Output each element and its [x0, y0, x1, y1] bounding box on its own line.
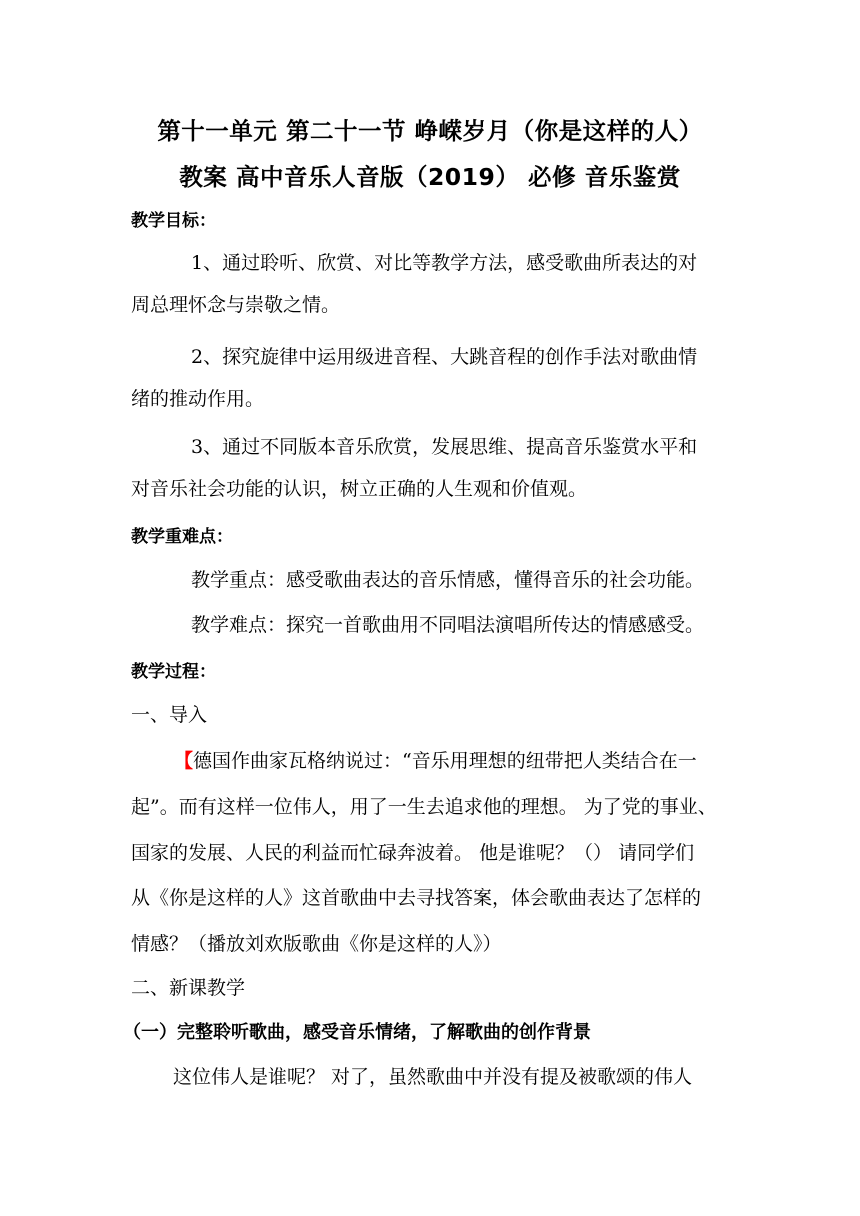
objective-line: 1、通过聆听、欣赏、对比等教学方法，感受歌曲所表达的对 — [191, 252, 698, 274]
section-heading-new-lesson: 二、新课教学 — [131, 977, 246, 999]
objective-line: 3、通过不同版本音乐欣赏，发展思维、提高音乐鉴赏水平和 — [191, 436, 698, 458]
intro-line: 情感？（播放刘欢版歌曲《你是这样的人》） — [131, 933, 502, 955]
intro-line: 国家的发展、人民的利益而忙碌奔波着。 他是谁呢？（） 请同学们 — [131, 842, 695, 864]
body-line: 这位伟人是谁呢？ 对了，虽然歌曲中并没有提及被歌颂的伟人 — [173, 1066, 693, 1088]
red-bracket: 【 — [174, 750, 194, 772]
objective-line: 对音乐社会功能的认识，树立正确的人生观和价值观。 — [131, 478, 588, 500]
intro-line: 起”。而有这样一位伟人，用了一生去追求他的理想。 为了党的事业、 — [131, 796, 717, 818]
objectives-heading: 教学目标： — [131, 211, 216, 231]
objective-line: 2、探究旋律中运用级进音程、大跳音程的创作手法对歌曲情 — [191, 346, 698, 368]
document-title-line-1: 第十一单元 第二十一节 峥嵘岁月（你是这样的人） — [157, 117, 703, 145]
intro-line: 【德国作曲家瓦格纳说过：“音乐用理想的纽带把人类结合在一 — [174, 750, 697, 772]
subsection-heading: （一）完整聆听歌曲，感受音乐情绪，了解歌曲的创作背景 — [123, 1022, 591, 1043]
process-heading: 教学过程： — [131, 662, 216, 682]
objective-line: 周总理怀念与崇敬之情。 — [131, 294, 341, 316]
section-heading-intro: 一、导入 — [131, 704, 208, 726]
key-points-heading: 教学重难点： — [131, 527, 233, 547]
difficult-point-line: 教学难点：探究一首歌曲用不同唱法演唱所传达的情感感受。 — [191, 614, 705, 636]
objective-line: 绪的推动作用。 — [131, 388, 265, 410]
key-point-line: 教学重点：感受歌曲表达的音乐情感，懂得音乐的社会功能。 — [191, 569, 705, 591]
intro-line: 从《你是这样的人》这首歌曲中去寻找答案，体会歌曲表达了怎样的 — [131, 887, 702, 909]
document-title-line-2: 教案 高中音乐人音版（2019） 必修 音乐鉴赏 — [179, 163, 681, 191]
